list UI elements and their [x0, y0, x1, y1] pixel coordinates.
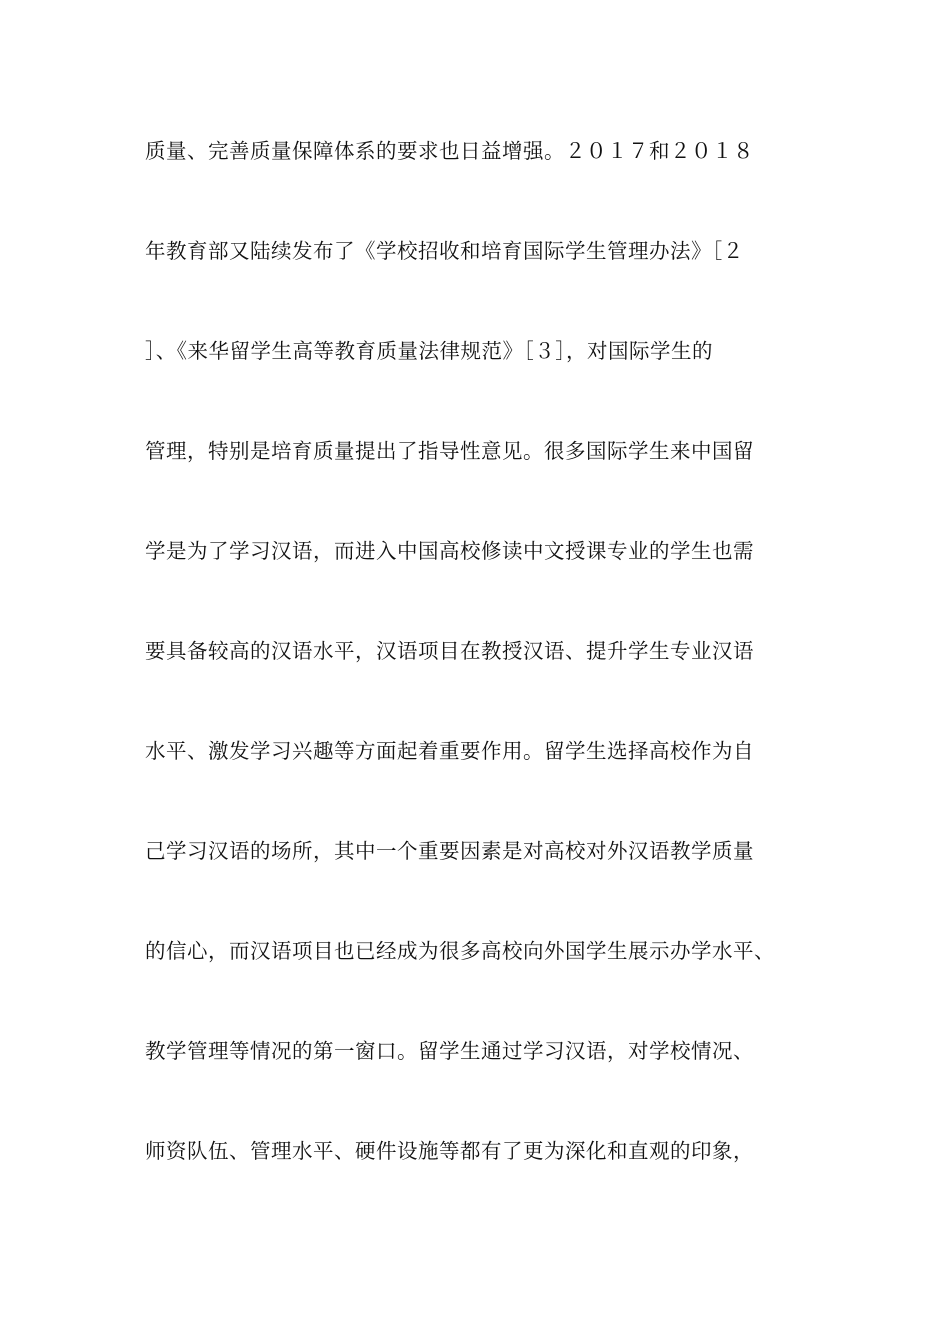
text-line: 学是为了学习汉语，而进入中国高校修读中文授课专业的学生也需	[145, 539, 754, 563]
text-line: 管理，特别是培育质量提出了指导性意见。很多国际学生来中国留	[145, 439, 754, 463]
text-line: 质量、完善质量保障体系的要求也日益增强。２０１７和２０１８	[145, 139, 754, 163]
text-line: ］、《来华留学生高等教育质量法律规范》［３］，对国际学生的	[145, 339, 713, 363]
text-line: 水平、激发学习兴趣等方面起着重要作用。留学生选择高校作为自	[145, 739, 754, 763]
text-line: 己学习汉语的场所，其中一个重要因素是对高校对外汉语教学质量	[145, 839, 754, 863]
text-line: 的信心，而汉语项目也已经成为很多高校向外国学生展示办学水平、	[145, 939, 775, 963]
text-line: 教学管理等情况的第一窗口。留学生通过学习汉语，对学校情况、	[145, 1039, 754, 1063]
body-text	[145, 126, 825, 1226]
text-line: 师资队伍、管理水平、硬件设施等都有了更为深化和直观的印象，	[145, 1139, 754, 1163]
text-line: 要具备较高的汉语水平，汉语项目在教授汉语、提升学生专业汉语	[145, 639, 754, 663]
text-line: 年教育部又陆续发布了《学校招收和培育国际学生管理办法》［２	[145, 239, 744, 263]
